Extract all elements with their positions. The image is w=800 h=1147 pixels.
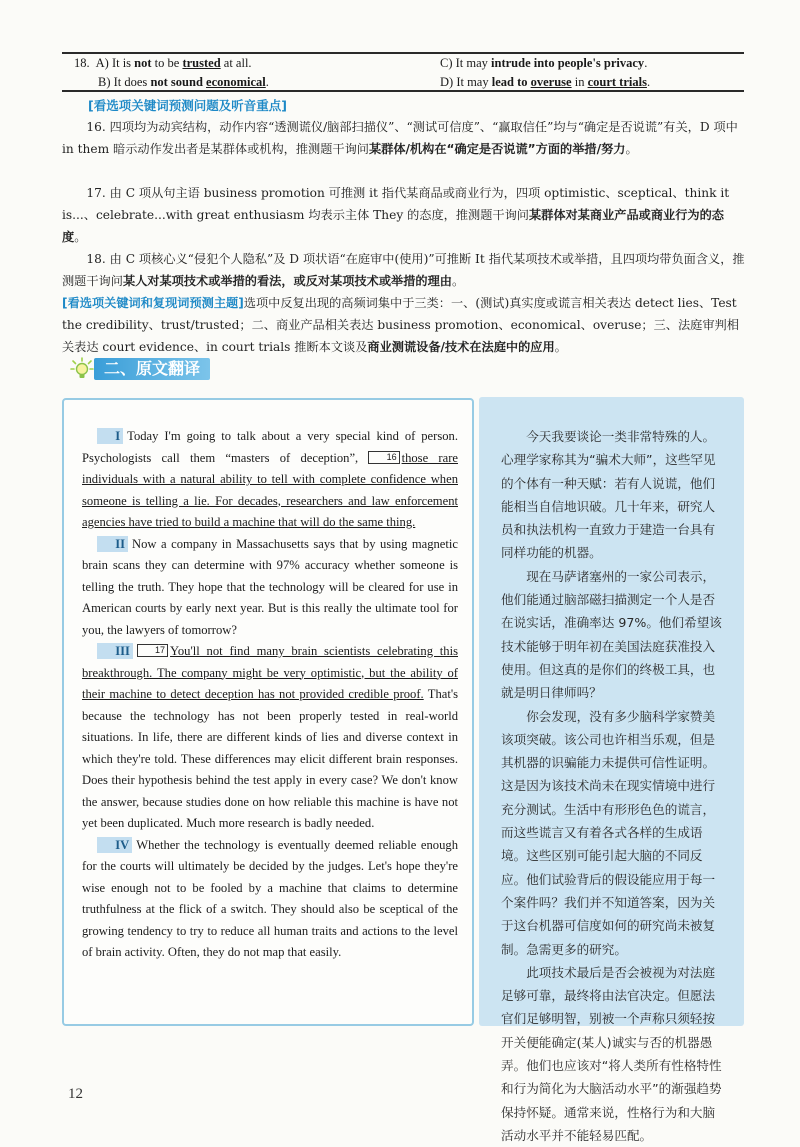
options-row-1 <box>62 54 744 73</box>
analysis-paragraph-16: 16. 四项均为动宾结构，动作内容“透测谎仪/脑部扫描仪”、“测试可信度”、“赢取信任”均与“确定是否说谎”有关，D 项中 in them 暗示动作发出者是某群体或机构，推测题干询问某群体/机构在“确定是否说谎”方面的举措/努力。 <box>62 120 738 156</box>
option-b: B) It does not sound economical. <box>98 75 269 89</box>
chinese-translation <box>501 425 727 1147</box>
english-paragraph-3: III 17 You'll not find many brain scientists celebrating this breakthrough. The company might be very optimistic, but the ability of their machine to detect deception has not provided credible proof. That's because the technology has not been properly tested in real-world situations. In life, there are different kinds of lies and diverse context in which they're told. These differences may elicit different brain responses. Does their hypothesis behind the test apply in every case? We don't know the answer, because studies done on how reliable this machine is have not yet been duplicated. Much more research is badly needed. <box>82 644 459 830</box>
analysis-paragraph-18: 18. 由 C 项核心义“侵犯个人隐私”及 D 项状语“在庭审中(使用)”可推断 It 指代某项技术或举措，且四项均带负面含义，推测题干询问某人对某项技术或举措的看法，或反对某项技术或举措的理由。 <box>62 252 745 288</box>
english-passage-box <box>62 398 474 1026</box>
chinese-paragraph-3: 你会发现，没有多少脑科学家赞美该项突破。该公司也许相当乐观，但是其机器的识骗能力未提供可信性证明。这是因为该技术尚未在现实情境中进行充分测试。生活中有形形色色的谎言，而这些谎言又有着各式各样的生成语境。这些区别可能引起大脑的不同反应。他们试验背后的假设能应用于每一个案件吗？我们并不知道答案，因为关于这台机器可信度如何的研究尚未被复制。急需更多的研究。 <box>501 708 716 957</box>
chinese-translation-box <box>479 397 744 1143</box>
options-table <box>62 52 744 92</box>
question-marker: 16 <box>368 451 399 464</box>
lightbulb-icon <box>70 357 94 381</box>
chinese-paragraph-1: 今天我要谈论一类非常特殊的人。心理学家称其为“骗术大师”，这些罕见的个体有一种天赋：若有人说谎，他们能相当自信地识破。几十年来，研究人员和执法机构一直致力于建造一台具有同样功能的机器。 <box>501 429 716 561</box>
chinese-paragraph-4: 此项技术最后是否会被视为对法庭足够可靠，最终将由法官决定。但愿法官们足够明智，别被一个声称只须轻按开关便能确定(某人)诚实与否的机器愚弄。他们也应该对“将人类所有性格特性和行为简化为大脑活动水平”的渐强趋势保持怀疑。通常来说，性格行为和大脑活动水平并不能轻易匹配。 <box>501 964 722 1143</box>
chinese-paragraph-2: 现在马萨诸塞州的一家公司表示，他们能通过脑部磁扫描测定一个人是否在说实话，准确率达 97%。他们希望该技术能够于明年初在美国法庭获准投入使用。但这真的是你们的终极工具，也就是明日律师吗？ <box>501 568 722 701</box>
english-paragraph-1: I Today I'm going to talk about a very special kind of person. Psychologists call them “masters of deception”, 16 those rare individuals with a natural ability to tell with complete confidence when someone is telling a lie. For decades, researchers and law enforcement agencies have tried to build a machine that will do the same thing. <box>82 429 458 529</box>
paragraph-marker: IV <box>97 837 132 853</box>
analysis-paragraph-17: 17. 由 C 项从句主语 business promotion 可推测 it 指代某商品或商业行为，四项 optimistic、sceptical、think it is...、celebrate...with great enthusiasm 均表示主体 They 的态度，推测题干询问某群体对某商业产品或商业行为的态度。 <box>62 186 730 244</box>
english-paragraph-2: II Now a company in Massachusetts says that by using magnetic brain scans they can determine with 97% accuracy whether someone is telling the truth. They hope that the technology will be cleared for use in American courts by early next year. But is this really the ultimate tool for you, the lawyers of tomorrow? <box>82 536 458 637</box>
paragraph-marker: III <box>97 643 133 659</box>
section-title <box>70 355 222 383</box>
page-number: 12 <box>68 1086 83 1102</box>
paragraph-marker: I <box>97 428 123 444</box>
english-passage <box>82 426 458 964</box>
analysis-heading-predict-questions: [看选项关键词预测问题及听音重点] <box>88 98 287 113</box>
options-row-2 <box>62 73 744 92</box>
option-d: D) It may lead to overuse in court trials. <box>440 75 651 89</box>
analysis-paragraph-theme: [看选项关键词和复现词预测主题]选项中反复出现的高频词集中于三类：一、(测试)真实度或谎言相关表达 detect lies、Test the credibility、trust/trusted；二、商业产品相关表达 business promotion、economical、overuse；三、法庭审判相关表达 court evidence、in court trials 推断本文谈及商业测谎设备/技术在法庭中的应用。 <box>62 296 739 354</box>
paragraph-marker: II <box>97 536 128 552</box>
section-title-label: 二、原文翻译 <box>94 358 210 380</box>
english-paragraph-4: IV Whether the technology is eventually deemed reliable enough for the courts will ultimately be decided by the judges. Let's hope they're wise enough not to be fooled by a machine that claims to determine truthfulness at the flick of a switch. They should also be sceptical of the growing tendency to try to reduce all human traits and actions to the level of brain activity. Often, they do not map that easily. <box>82 837 458 959</box>
question-marker: 17 <box>137 644 168 657</box>
option-c: C) It may intrude into people's privacy. <box>440 56 648 70</box>
option-a: 18. A) It is not to be trusted at all. <box>74 56 252 70</box>
